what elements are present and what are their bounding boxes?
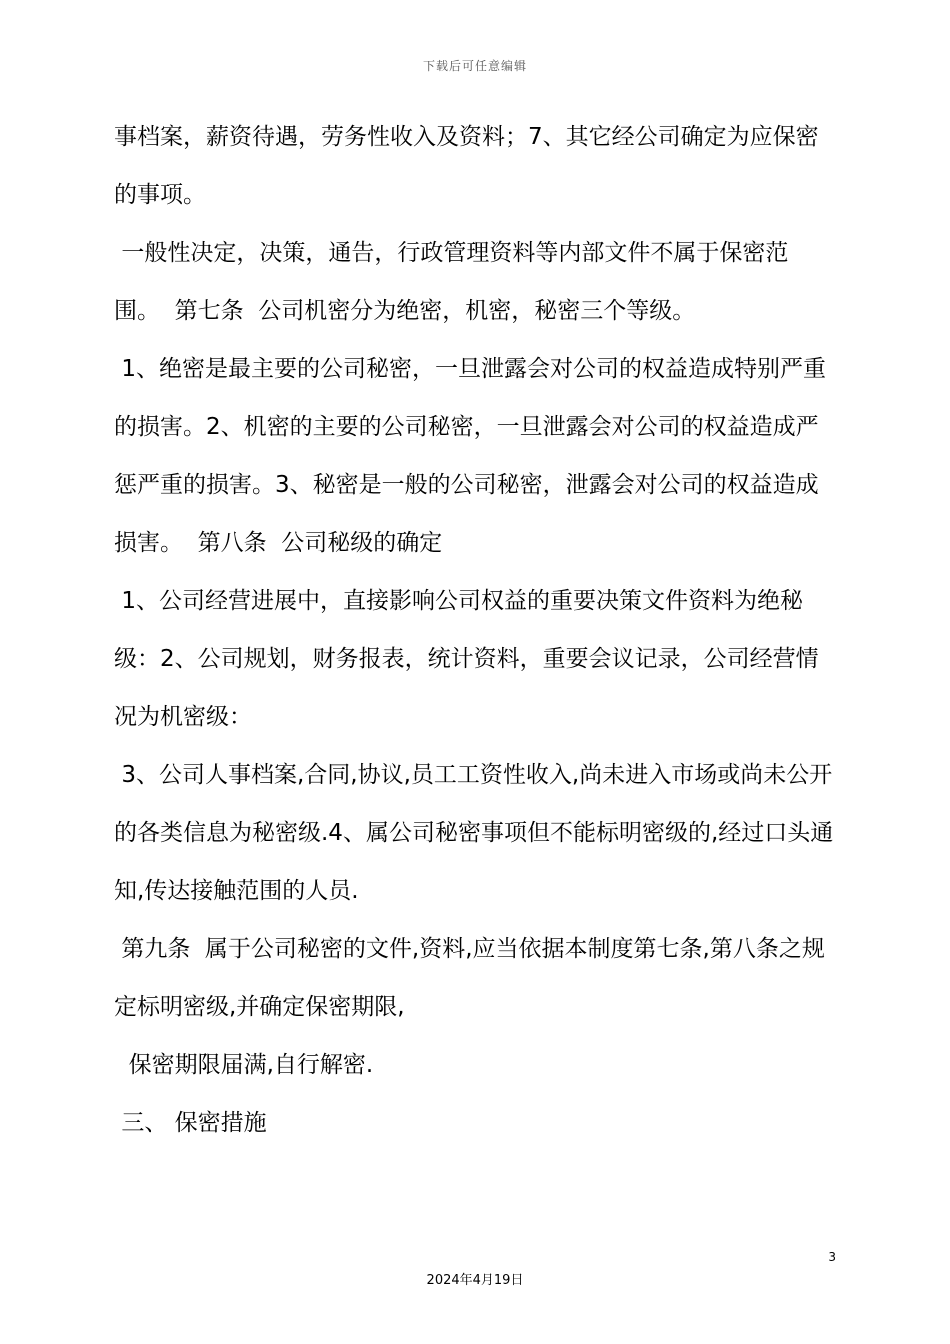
text-line: 的事项。	[114, 182, 206, 208]
text-line: 保密期限届满,自行解密.	[114, 1052, 374, 1078]
text-line: 的各类信息为秘密级.4、属公司秘密事项但不能标明密级的,经过口头通	[114, 820, 834, 846]
text-line: 1、公司经营进展中，直接影响公司权益的重要决策文件资料为绝秘	[114, 588, 803, 614]
text-line: 定标明密级,并确定保密期限,	[114, 994, 405, 1020]
text-line: 3、公司人事档案,合同,协议,员工工资性收入,尚未进入市场或尚未公开	[114, 762, 833, 788]
text-line: 围。 第七条 公司机密分为绝密，机密，秘密三个等级。	[114, 298, 696, 324]
text-line: 的损害。2、机密的主要的公司秘密，一旦泄露会对公司的权益造成严	[114, 414, 819, 440]
section-heading: 三、 保密措施	[114, 1110, 267, 1136]
text-line: 级：2、公司规划，财务报表，统计资料，重要会议记录，公司经营情	[114, 646, 819, 672]
text-line: 惩严重的损害。3、秘密是一般的公司秘密，泄露会对公司的权益造成	[114, 472, 819, 498]
text-line: 损害。 第八条 公司秘级的确定	[114, 530, 443, 556]
document-body	[114, 108, 844, 1152]
text-line: 事档案，薪资待遇，劳务性收入及资料；7、其它经公司确定为应保密	[114, 124, 819, 150]
footer-date: 2024年4月19日	[426, 1273, 524, 1288]
page-number: 3	[828, 1250, 836, 1264]
text-line: 知,传达接触范围的人员.	[114, 878, 359, 904]
header-note: 下载后可任意编辑	[422, 59, 527, 73]
text-line: 1、绝密是最主要的公司秘密，一旦泄露会对公司的权益造成特别严重	[114, 356, 826, 382]
text-line: 第九条 属于公司秘密的文件,资料,应当依据本制度第七条,第八条之规	[114, 936, 825, 962]
text-line: 况为机密级：	[114, 704, 252, 730]
text-line: 一般性决定，决策，通告，行政管理资料等内部文件不属于保密范	[114, 240, 789, 266]
